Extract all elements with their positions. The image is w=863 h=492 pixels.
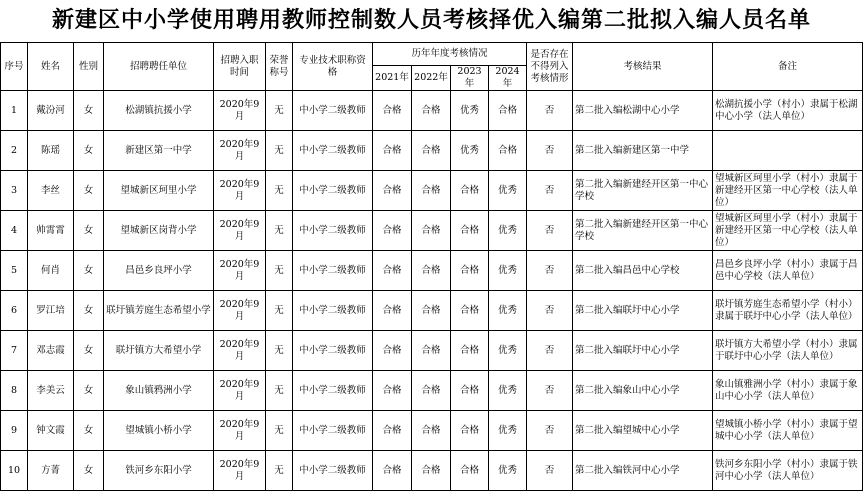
cell-2024: 优秀 bbox=[489, 331, 527, 371]
cell-2022: 合格 bbox=[412, 291, 451, 331]
cell-excluded: 否 bbox=[527, 331, 573, 371]
cell-unit: 联圩镇方大希望小学 bbox=[104, 331, 214, 371]
cell-seq: 6 bbox=[1, 291, 28, 331]
table-row bbox=[1, 251, 863, 291]
cell-name: 戴汾河 bbox=[28, 91, 74, 131]
cell-remark: 望城新区珂里小学（村小）隶属于新建经开区第一中心学校（法人单位） bbox=[713, 171, 863, 211]
cell-excluded: 否 bbox=[527, 211, 573, 251]
table-row bbox=[1, 371, 863, 411]
cell-name: 邓志霞 bbox=[28, 331, 74, 371]
cell-2023: 合格 bbox=[451, 371, 489, 411]
cell-qualification: 中小学二级教师 bbox=[293, 331, 373, 371]
cell-name: 何肖 bbox=[28, 251, 74, 291]
col-header-exam-group: 历年年度考核情况 bbox=[373, 43, 527, 66]
col-header-result: 考核结果 bbox=[573, 43, 713, 91]
cell-seq: 10 bbox=[1, 451, 28, 491]
cell-result: 第二批入编望城中心小学 bbox=[573, 411, 713, 451]
cell-excluded: 否 bbox=[527, 451, 573, 491]
cell-entry-time: 2020年9月 bbox=[214, 251, 266, 291]
cell-remark: 昌邑乡良坪小学（村小）隶属于昌邑中心学校（法人单位） bbox=[713, 251, 863, 291]
cell-2023: 合格 bbox=[451, 411, 489, 451]
cell-result: 第二批入编新建经开区第一中心学校 bbox=[573, 171, 713, 211]
cell-entry-time: 2020年9月 bbox=[214, 451, 266, 491]
cell-unit: 望城镇小桥小学 bbox=[104, 411, 214, 451]
cell-2022: 合格 bbox=[412, 331, 451, 371]
cell-entry-time: 2020年9月 bbox=[214, 371, 266, 411]
cell-2022: 合格 bbox=[412, 91, 451, 131]
col-header-excluded: 是否存在不得列入考核情形 bbox=[527, 43, 573, 91]
cell-honor: 无 bbox=[266, 251, 293, 291]
cell-remark: 铁河乡东阳小学（村小）隶属于铁河中心小学（法人单位） bbox=[713, 451, 863, 491]
cell-remark: 望城新区珂里小学（村小）隶属于新建经开区第一中心学校（法人单位） bbox=[713, 211, 863, 251]
cell-2023: 合格 bbox=[451, 171, 489, 211]
cell-qualification: 中小学二级教师 bbox=[293, 131, 373, 171]
cell-2022: 合格 bbox=[412, 411, 451, 451]
cell-excluded: 否 bbox=[527, 91, 573, 131]
table-row bbox=[1, 131, 863, 171]
table-row bbox=[1, 331, 863, 371]
table-row bbox=[1, 171, 863, 211]
cell-gender: 女 bbox=[74, 331, 104, 371]
cell-remark: 联圩镇方大希望小学（村小）隶属于联圩中心小学（法人单位） bbox=[713, 331, 863, 371]
cell-result: 第二批入编松湖中心小学 bbox=[573, 91, 713, 131]
cell-qualification: 中小学二级教师 bbox=[293, 371, 373, 411]
col-header-year: 2024年 bbox=[489, 66, 527, 91]
cell-name: 方菁 bbox=[28, 451, 74, 491]
cell-excluded: 否 bbox=[527, 251, 573, 291]
cell-2022: 合格 bbox=[412, 371, 451, 411]
cell-2024: 合格 bbox=[489, 91, 527, 131]
col-header-year: 2021年 bbox=[373, 66, 412, 91]
page-title: 新建区中小学使用聘用教师控制数人员考核择优入编第二批拟入编人员名单 bbox=[51, 8, 811, 33]
cell-2023: 合格 bbox=[451, 331, 489, 371]
cell-excluded: 否 bbox=[527, 371, 573, 411]
cell-result: 第二批入编铁河中心小学 bbox=[573, 451, 713, 491]
cell-gender: 女 bbox=[74, 251, 104, 291]
cell-entry-time: 2020年9月 bbox=[214, 291, 266, 331]
cell-excluded: 否 bbox=[527, 171, 573, 211]
cell-result: 第二批入编新建区第一中学 bbox=[573, 131, 713, 171]
cell-seq: 4 bbox=[1, 211, 28, 251]
cell-unit: 铁河乡东阳小学 bbox=[104, 451, 214, 491]
cell-honor: 无 bbox=[266, 131, 293, 171]
cell-unit: 望城新区岗背小学 bbox=[104, 211, 214, 251]
cell-2022: 合格 bbox=[412, 211, 451, 251]
cell-2021: 合格 bbox=[373, 91, 412, 131]
cell-unit: 松湖镇抗援小学 bbox=[104, 91, 214, 131]
cell-remark: 松湖抗援小学（村小）隶属于松湖中心小学（法人单位） bbox=[713, 91, 863, 131]
cell-gender: 女 bbox=[74, 171, 104, 211]
cell-name: 陈瑶 bbox=[28, 131, 74, 171]
cell-gender: 女 bbox=[74, 451, 104, 491]
cell-qualification: 中小学二级教师 bbox=[293, 291, 373, 331]
cell-qualification: 中小学二级教师 bbox=[293, 251, 373, 291]
cell-remark bbox=[713, 131, 863, 171]
cell-2021: 合格 bbox=[373, 211, 412, 251]
cell-entry-time: 2020年9月 bbox=[214, 331, 266, 371]
cell-unit: 象山镇鸦洲小学 bbox=[104, 371, 214, 411]
cell-qualification: 中小学二级教师 bbox=[293, 451, 373, 491]
cell-unit: 联圩镇芳庭生态希望小学 bbox=[104, 291, 214, 331]
table-row bbox=[1, 451, 863, 491]
cell-gender: 女 bbox=[74, 131, 104, 171]
cell-entry-time: 2020年9月 bbox=[214, 91, 266, 131]
cell-seq: 8 bbox=[1, 371, 28, 411]
cell-entry-time: 2020年9月 bbox=[214, 411, 266, 451]
cell-2023: 合格 bbox=[451, 251, 489, 291]
cell-2024: 优秀 bbox=[489, 251, 527, 291]
cell-name: 罗江培 bbox=[28, 291, 74, 331]
cell-2021: 合格 bbox=[373, 171, 412, 211]
cell-gender: 女 bbox=[74, 411, 104, 451]
candidate-table bbox=[0, 42, 863, 491]
cell-seq: 2 bbox=[1, 131, 28, 171]
cell-2023: 优秀 bbox=[451, 91, 489, 131]
cell-honor: 无 bbox=[266, 371, 293, 411]
col-header-seq: 序号 bbox=[1, 43, 28, 91]
cell-excluded: 否 bbox=[527, 131, 573, 171]
cell-2024: 优秀 bbox=[489, 291, 527, 331]
cell-honor: 无 bbox=[266, 91, 293, 131]
cell-entry-time: 2020年9月 bbox=[214, 171, 266, 211]
cell-unit: 望城新区珂里小学 bbox=[104, 171, 214, 211]
header-row bbox=[1, 43, 863, 66]
cell-2021: 合格 bbox=[373, 291, 412, 331]
col-header-remark: 备注 bbox=[713, 43, 863, 91]
cell-seq: 5 bbox=[1, 251, 28, 291]
cell-excluded: 否 bbox=[527, 411, 573, 451]
cell-gender: 女 bbox=[74, 291, 104, 331]
cell-seq: 7 bbox=[1, 331, 28, 371]
cell-remark: 象山镇雅洲小学（村小）隶属于象山中心小学（法人单位） bbox=[713, 371, 863, 411]
cell-gender: 女 bbox=[74, 371, 104, 411]
cell-name: 帅霄霄 bbox=[28, 211, 74, 251]
col-header-name: 姓名 bbox=[28, 43, 74, 91]
col-header-year: 2023年 bbox=[451, 66, 489, 91]
table-row bbox=[1, 411, 863, 451]
cell-entry-time: 2020年9月 bbox=[214, 131, 266, 171]
cell-name: 李美云 bbox=[28, 371, 74, 411]
cell-2021: 合格 bbox=[373, 411, 412, 451]
cell-2024: 优秀 bbox=[489, 171, 527, 211]
cell-gender: 女 bbox=[74, 91, 104, 131]
cell-honor: 无 bbox=[266, 411, 293, 451]
table-row bbox=[1, 91, 863, 131]
cell-seq: 3 bbox=[1, 171, 28, 211]
cell-qualification: 中小学二级教师 bbox=[293, 211, 373, 251]
cell-2023: 合格 bbox=[451, 451, 489, 491]
col-header-unit: 招聘聘任单位 bbox=[104, 43, 214, 91]
cell-2022: 合格 bbox=[412, 131, 451, 171]
col-header-honor: 荣誉称号 bbox=[266, 43, 293, 91]
cell-name: 李丝 bbox=[28, 171, 74, 211]
cell-2023: 优秀 bbox=[451, 131, 489, 171]
col-header-entry-time: 招聘入职时间 bbox=[214, 43, 266, 91]
col-header-gender: 性别 bbox=[74, 43, 104, 91]
cell-2023: 合格 bbox=[451, 291, 489, 331]
cell-honor: 无 bbox=[266, 171, 293, 211]
cell-seq: 9 bbox=[1, 411, 28, 451]
cell-result: 第二批入编联圩中心小学 bbox=[573, 331, 713, 371]
cell-2021: 合格 bbox=[373, 331, 412, 371]
cell-result: 第二批入编联圩中心小学 bbox=[573, 291, 713, 331]
cell-name: 钟文霞 bbox=[28, 411, 74, 451]
cell-qualification: 中小学二级教师 bbox=[293, 171, 373, 211]
cell-qualification: 中小学二级教师 bbox=[293, 411, 373, 451]
cell-honor: 无 bbox=[266, 451, 293, 491]
cell-unit: 昌邑乡良坪小学 bbox=[104, 251, 214, 291]
cell-2021: 合格 bbox=[373, 131, 412, 171]
cell-2024: 优秀 bbox=[489, 451, 527, 491]
cell-qualification: 中小学二级教师 bbox=[293, 91, 373, 131]
cell-2024: 合格 bbox=[489, 131, 527, 171]
cell-2024: 优秀 bbox=[489, 371, 527, 411]
cell-2022: 合格 bbox=[412, 251, 451, 291]
col-header-qualification: 专业技术职称资格 bbox=[293, 43, 373, 91]
cell-honor: 无 bbox=[266, 211, 293, 251]
table-row bbox=[1, 291, 863, 331]
cell-honor: 无 bbox=[266, 291, 293, 331]
cell-remark: 望城镇小桥小学（村小）隶属于望城中心小学（法人单位） bbox=[713, 411, 863, 451]
table-row bbox=[1, 211, 863, 251]
cell-gender: 女 bbox=[74, 211, 104, 251]
cell-remark: 联圩镇芳庭生态希望小学（村小）隶属于联圩中心小学（法人单位） bbox=[713, 291, 863, 331]
cell-honor: 无 bbox=[266, 331, 293, 371]
cell-2023: 合格 bbox=[451, 211, 489, 251]
cell-2021: 合格 bbox=[373, 371, 412, 411]
cell-2021: 合格 bbox=[373, 251, 412, 291]
cell-2021: 合格 bbox=[373, 451, 412, 491]
cell-unit: 新建区第一中学 bbox=[104, 131, 214, 171]
cell-2022: 合格 bbox=[412, 171, 451, 211]
cell-seq: 1 bbox=[1, 91, 28, 131]
cell-2024: 优秀 bbox=[489, 411, 527, 451]
cell-result: 第二批入编新建经开区第一中心学校 bbox=[573, 211, 713, 251]
cell-2022: 合格 bbox=[412, 451, 451, 491]
col-header-year: 2022年 bbox=[412, 66, 451, 91]
cell-entry-time: 2020年9月 bbox=[214, 211, 266, 251]
cell-2024: 优秀 bbox=[489, 211, 527, 251]
cell-result: 第二批入编昌邑中心学校 bbox=[573, 251, 713, 291]
cell-result: 第二批入编象山中心小学 bbox=[573, 371, 713, 411]
cell-excluded: 否 bbox=[527, 291, 573, 331]
